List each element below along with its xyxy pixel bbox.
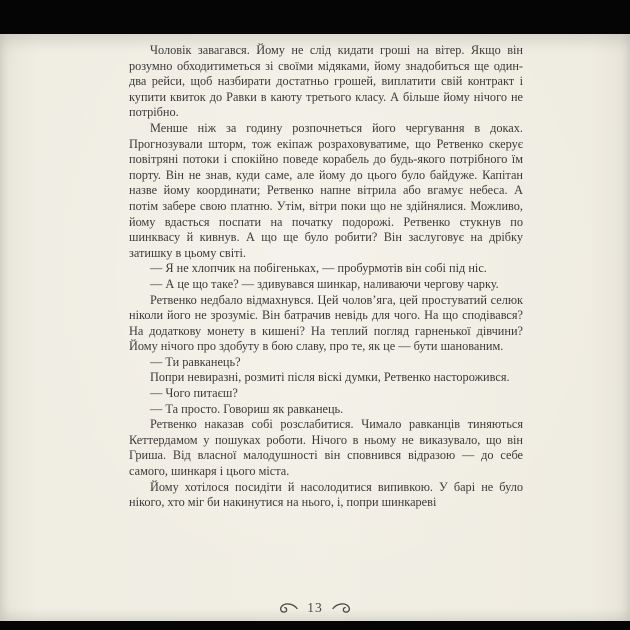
paragraph-5: Ретвенко недбало відмахнувся. Цей чолов’яга, цей простуватий селюк ніколи його не зрозуміє. Він батрачив невідь для чого. На що сподівався? На додаткову монету в кишені? На теплий погляд гарненької дівчини? Йому нічого про здобуту в бою славу, про те, як це — бути шанованим.	[129, 292, 523, 354]
page-number: 13	[307, 600, 323, 615]
page-text	[129, 43, 523, 511]
paragraph-8: — Чого питаєш?	[150, 386, 238, 401]
paragraph-7: Попри невиразні, розмиті після віскі думки, Ретвенко насторожився.	[150, 370, 510, 385]
paragraph-6: — Ти равканець?	[150, 354, 241, 369]
paragraph-11: Йому хотілося посидіти й насолодитися випивкою. У барі не було нікого, хто міг би накинутися на нього, і, попри шинкареві	[129, 479, 523, 510]
paragraph-4: — А це що таке? — здивувався шинкар, наливаючи чергову чарку.	[150, 276, 499, 291]
top-letterbox-bar	[0, 0, 630, 34]
paragraph-9: — Та просто. Говориш як равканець.	[150, 401, 344, 416]
right-flourish-icon	[332, 603, 352, 614]
bottom-letterbox-bar	[0, 621, 630, 630]
paragraph-3: — Я не хлопчик на побігеньках, — пробурмотів він собі під ніс.	[150, 261, 487, 276]
paragraph-2: Менше ніж за годину розпочнеться його чергування в доках. Прогнозували шторм, тож екіпаж розраховуватиме, що Ретвенко скерує повітряні потоки і спокійно поведе корабель до будь-якого потрібного їм порту. Він не знав, куди саме, але йому до цього було байдуже. Капітан назве йому координати; Ретвенко напне вітрила або вгамує небеса. А потім забере свою платню. Утім, вітри поки що не здійнялися. Можливо, йому вдасться поспати на початку подорожі. Ретвенко стукнув по шинквасу й кивнув. А що ще було робити? Він заслуговує на дрібку затишку в цьому світі.	[129, 120, 523, 260]
paragraph-10: Ретвенко наказав собі розслабитися. Чимало равканців тиняються Кеттердамом у пошуках роботи. Нічого в ньому не виказувало, що він Гриша. Від власної малодушності він сповнився відразою — до себе самого, шинкаря і цього міста.	[129, 417, 523, 479]
paragraph-1: Чоловік завагався. Йому не слід кидати гроші на вітер. Якщо він розумно обходитиметься зі своїми мідяками, йому знадобиться ще один-два рейси, щоб назбирати достатньо грошей, виплатити свій контракт і купити квиток до Равки в каюту третього класу. А більше йому нічого не потрібно.	[129, 43, 523, 120]
page-footer	[0, 600, 630, 616]
left-flourish-icon	[278, 603, 298, 614]
book-page	[0, 34, 630, 621]
